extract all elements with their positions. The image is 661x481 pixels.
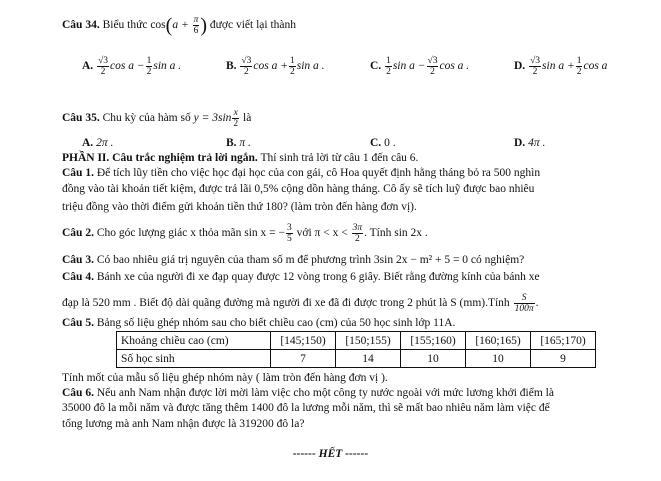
q34-pi-over-6: $\frac{\pi}{6}$ [193, 15, 199, 36]
table-cell: [145;150) [271, 332, 336, 350]
q35-option-d: D. 4π . [514, 137, 546, 149]
c1-line1: Câu 1. Để tích lũy tiền cho việc học đại học của con gái, cô Hoa quyết định hằng tháng bỏ ra 500 nghìn [62, 167, 541, 179]
q34-paren-close: ) [200, 14, 208, 37]
q35-question [62, 108, 251, 129]
q34-paren-open: ( [165, 14, 173, 37]
c3-label: Câu 3. [62, 254, 94, 266]
part2-heading [62, 151, 418, 165]
c6-line1: Câu 6. Nếu anh Nam nhận được lời mời làm việc cho một công ty nước ngoài với mức lương khởi điểm là [62, 387, 554, 399]
q34-option-b-frac2: $\frac{1}{2}$ [289, 56, 295, 77]
q34-option-c-mid: sin a − [392, 60, 426, 73]
q34-option-b-end: sin a . [296, 60, 325, 73]
c4-line2: đạp là 520 mm . Biết độ dài quãng đường mà người đi xe đã đi được trong 2 phút là S (mm).Tính $\frac{S}{100\pi}$ . [62, 293, 539, 314]
c6-label: Câu 6. [62, 387, 94, 399]
q34-option-a-frac1: $\frac{√3}{2}$ [98, 56, 109, 77]
q34-option-a-end: sin a . [153, 60, 182, 73]
q34-option-d-frac1: $\frac{√3}{2}$ [530, 56, 541, 77]
q35-option-c: C. 0 . [370, 137, 396, 149]
part2-title: PHẦN II. Câu trắc nghiệm trả lời ngắn. [62, 152, 258, 164]
q34-option-c-frac1: $\frac{1}{2}$ [386, 56, 391, 77]
q35-text-before: Chu kỳ của hàm số [102, 112, 191, 125]
q34-option-c-frac2: $\frac{√3}{2}$ [427, 56, 438, 77]
table-cell: [150;155) [336, 332, 401, 350]
c6-line2: 35000 đô la mỗi năm và được tăng thêm 1400 đô la lương mỗi năm, thì sẽ mất bao nhiêu năm làm việc để [62, 402, 550, 414]
q34-option-c-letter: C. [370, 60, 382, 73]
c4-frac-s-100pi: $\frac{S}{100\pi}$ [514, 293, 534, 314]
table-row-label: Số học sinh [117, 350, 271, 368]
q34-option-b [226, 56, 325, 77]
c2-frac-3-5: $\frac{3}{5}$ [287, 223, 292, 244]
q34-option-d-frac2: $\frac{1}{2}$ [576, 56, 582, 77]
q34-option-a-letter: A. [82, 60, 94, 73]
q34-option-b-frac1: $\frac{√3}{2}$ [241, 56, 252, 77]
c5-question: Câu 5. Bảng số liệu ghép nhóm sau cho biết chiều cao (cm) của 50 học sinh lớp 11A. [62, 317, 456, 329]
q34-option-c [370, 56, 469, 77]
q34-option-c-end: cos a . [439, 60, 470, 73]
c5-frequency-table [116, 331, 596, 368]
end-mark: ------ HẾT ------ [292, 448, 369, 460]
c5-after: Tính mốt của mẫu số liệu ghép nhóm này ( làm tròn đến hàng đơn vị ). [62, 372, 388, 384]
q35-x-over-2: $\frac{x}{2}$ [233, 108, 239, 129]
table-row [117, 332, 596, 350]
q34-option-a-frac2: $\frac{1}{2}$ [146, 56, 152, 77]
table-cell: 9 [531, 350, 596, 368]
q34-option-d-end: cos a [583, 60, 608, 73]
c2-label: Câu 2. [62, 227, 94, 240]
table-cell: [160;165) [466, 332, 531, 350]
table-cell: [165;170) [531, 332, 596, 350]
c1-line3: triệu đồng vào thời điểm gửi khoản tiền thứ 180? (làm tròn đến hàng đơn vị). [62, 201, 417, 213]
q35-option-a: A. 2π . [82, 137, 114, 149]
q34-text-after: được viết lại thành [209, 19, 297, 32]
q35-text-after: là [243, 112, 252, 125]
c6-line3: tổng lương mà anh Nam nhận được là 319200 đô la? [62, 418, 305, 430]
q34-a-plus: a + [172, 19, 189, 32]
part2-instruction: Thí sinh trả lời từ câu 1 đến câu 6. [260, 152, 419, 164]
q34-option-d-letter: D. [514, 60, 526, 73]
q34-option-a-mid: cos a − [110, 60, 145, 73]
q34-label: Câu 34. [62, 19, 100, 32]
q35-label: Câu 35. [62, 112, 100, 125]
q35-function: y = 3sin [193, 112, 232, 125]
c3-question: Câu 3. Có bao nhiêu giá trị nguyên của tham số m để phương trình 3sin 2x − m² + 5 = 0 có nghiệm? [62, 254, 525, 266]
table-header-label: Khoảng chiều cao (cm) [117, 332, 271, 350]
table-row [117, 350, 596, 368]
q35-option-b: B. π . [226, 137, 251, 149]
q34-question [62, 15, 296, 36]
q34-option-d [514, 56, 607, 77]
q34-option-a [82, 56, 181, 77]
c4-label: Câu 4. [62, 271, 94, 283]
table-cell: 10 [466, 350, 531, 368]
c4-line1: Câu 4. Bánh xe của người đi xe đạp quay được 12 vòng trong 6 giây. Biết rằng đường kính của bánh xe [62, 271, 540, 283]
table-cell: 7 [271, 350, 336, 368]
table-cell: 14 [336, 350, 401, 368]
q34-option-b-mid: cos a + [253, 60, 288, 73]
q34-text-before: Biểu thức cos [102, 19, 166, 32]
c1-label: Câu 1. [62, 167, 94, 179]
table-cell: 10 [401, 350, 466, 368]
c5-label: Câu 5. [62, 317, 94, 329]
c2-question: Câu 2. Cho góc lượng giác x thỏa mãn sin x = − $\frac{3}{5}$ với π < x < $\frac{3\pi}{2}$ . Tính sin 2x . [62, 223, 428, 244]
c2-frac-3pi-2: $\frac{3\pi}{2}$ [352, 223, 363, 244]
q34-option-b-letter: B. [226, 60, 237, 73]
c1-line2: đồng vào tài khoản tiết kiệm, được trả lãi 0,5% cộng dồn hàng tháng. Cô ấy sẽ tích luỹ được bao nhiêu [62, 183, 535, 195]
q34-option-d-mid: sin a + [542, 60, 575, 73]
table-cell: [155;160) [401, 332, 466, 350]
